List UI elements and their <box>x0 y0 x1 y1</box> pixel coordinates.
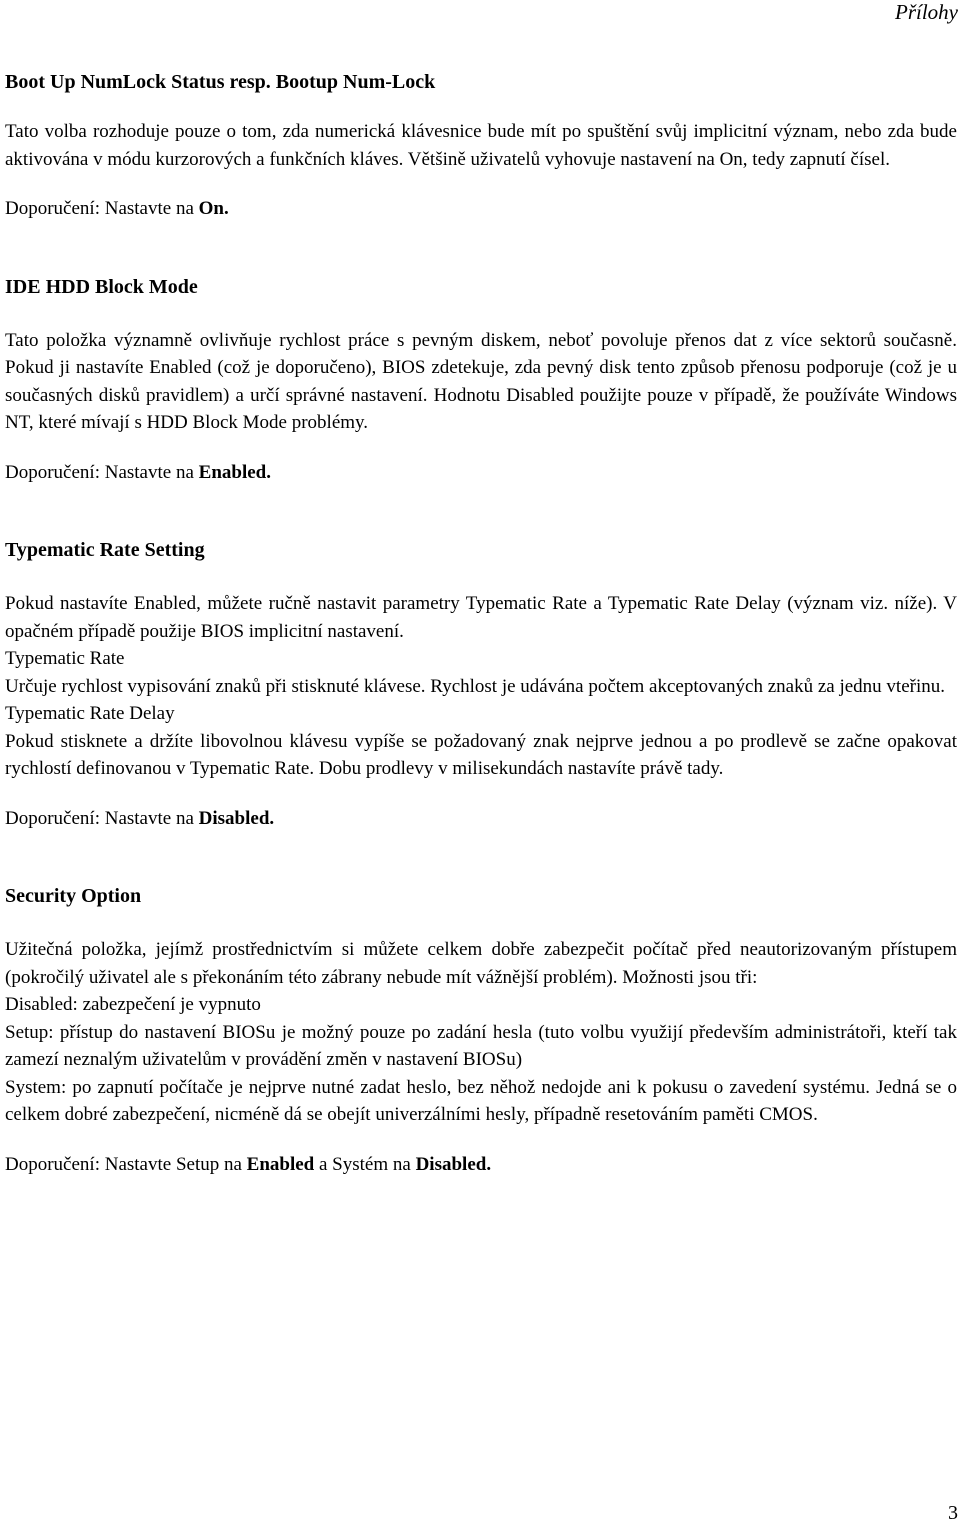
page-header-title: Přílohy <box>895 0 958 24</box>
recommendation-value-system: Disabled. <box>415 1153 492 1175</box>
typematic-rate-description: Určuje rychlost vypisování znaků při stisknuté klávese. Rychlost je udávána počtem akceptovaných znaků za jednu vteřinu. <box>5 675 945 697</box>
security-option-disabled: Disabled: zabezpečení je vypnuto <box>5 994 261 1015</box>
recommendation-prefix: Doporučení: Nastavte na <box>5 807 199 829</box>
recommendation-prefix: Doporučení: Nastavte Setup na <box>5 1153 247 1175</box>
security-option-system: System: po zapnutí počítače je nejprve nutné zadat heslo, bez něhož nedojde ani k pokusu o zavedení systému. Jedná se o celkem dobré zabezpečení, nicméně dá se obejít univerzálními hesly, případně resetováním paměti CMOS. <box>5 1076 957 1125</box>
section-title-numlock: Boot Up NumLock Status resp. Bootup Num-Lock <box>5 71 436 93</box>
paragraph-numlock: Tato volba rozhoduje pouze o tom, zda numerická klávesnice bude mít po spuštění svůj implicitní význam, nebo zda bude aktivována v módu kurzorových a funkčních kláves. Většině uživatelů vyhovuje nastavení na On, tedy zapnutí čísel. <box>5 121 957 170</box>
recommendation-numlock <box>5 195 957 223</box>
page-number: 3 <box>948 1502 958 1524</box>
recommendation-prefix: Doporučení: Nastavte na <box>5 198 199 219</box>
recommendation-ide <box>5 459 957 487</box>
recommendation-typematic <box>5 805 957 833</box>
typematic-delay-description: Pokud stisknete a držíte libovolnou klávesu vypíše se požadovaný znak nejprve jednou a po prodlevě se začne opakovat rychlostí definovanou v Typematic Rate. Dobu prodlevy v milisekundách nastavíte právě tady. <box>5 730 957 779</box>
recommendation-prefix: Doporučení: Nastavte na <box>5 461 199 483</box>
paragraph-typematic: Pokud nastavíte Enabled, můžete ručně nastavit parametry Typematic Rate a Typematic Rate Delay (význam viz. níže). V opačném případě použije BIOS implicitní nastavení. <box>5 593 957 642</box>
paragraph-security: Užitečná položka, jejímž prostřednictvím si můžete celkem dobře zabezpečit počítač před neautorizovaným přístupem (pokročilý uživatel ale s překonáním této zábrany nebude mít vážnější problém). Možnosti jsou tři: <box>5 939 957 988</box>
section-title-security: Security Option <box>5 885 142 907</box>
paragraph-ide: Tato položka významně ovlivňuje rychlost práce s pevným diskem, neboť povoluje přenos dat z více sektorů současně. Pokud ji nastavíte Enabled (což je doporučeno), BIOS zdetekuje, zda pevný disk tento způsob přenosu podporuje (což je u současných disků pravidlem) a určí správné nastavení. Hodnotu Disabled použijte pouze v případě, že používáte Windows NT, které mívají s HDD Block Mode problémy. <box>5 329 957 433</box>
document-body <box>5 68 957 1178</box>
section-title-ide: IDE HDD Block Mode <box>5 275 198 298</box>
recommendation-value: Enabled. <box>198 461 271 483</box>
recommendation-value: Disabled. <box>198 807 275 829</box>
recommendation-value: On. <box>198 198 229 219</box>
recommendation-value-setup: Enabled <box>246 1153 315 1175</box>
recommendation-security <box>5 1151 957 1179</box>
section-title-typematic: Typematic Rate Setting <box>5 539 205 561</box>
typematic-delay-label: Typematic Rate Delay <box>5 703 175 724</box>
security-option-setup: Setup: přístup do nastavení BIOSu je možný pouze po zadání hesla (tuto volbu využijí především administrátoři, kteří tak zamezí neznalým uživatelům v provádění změn v nastavení BIOSu) <box>5 1021 957 1070</box>
typematic-rate-label: Typematic Rate <box>5 648 125 669</box>
recommendation-middle: a Systém na <box>314 1153 416 1175</box>
